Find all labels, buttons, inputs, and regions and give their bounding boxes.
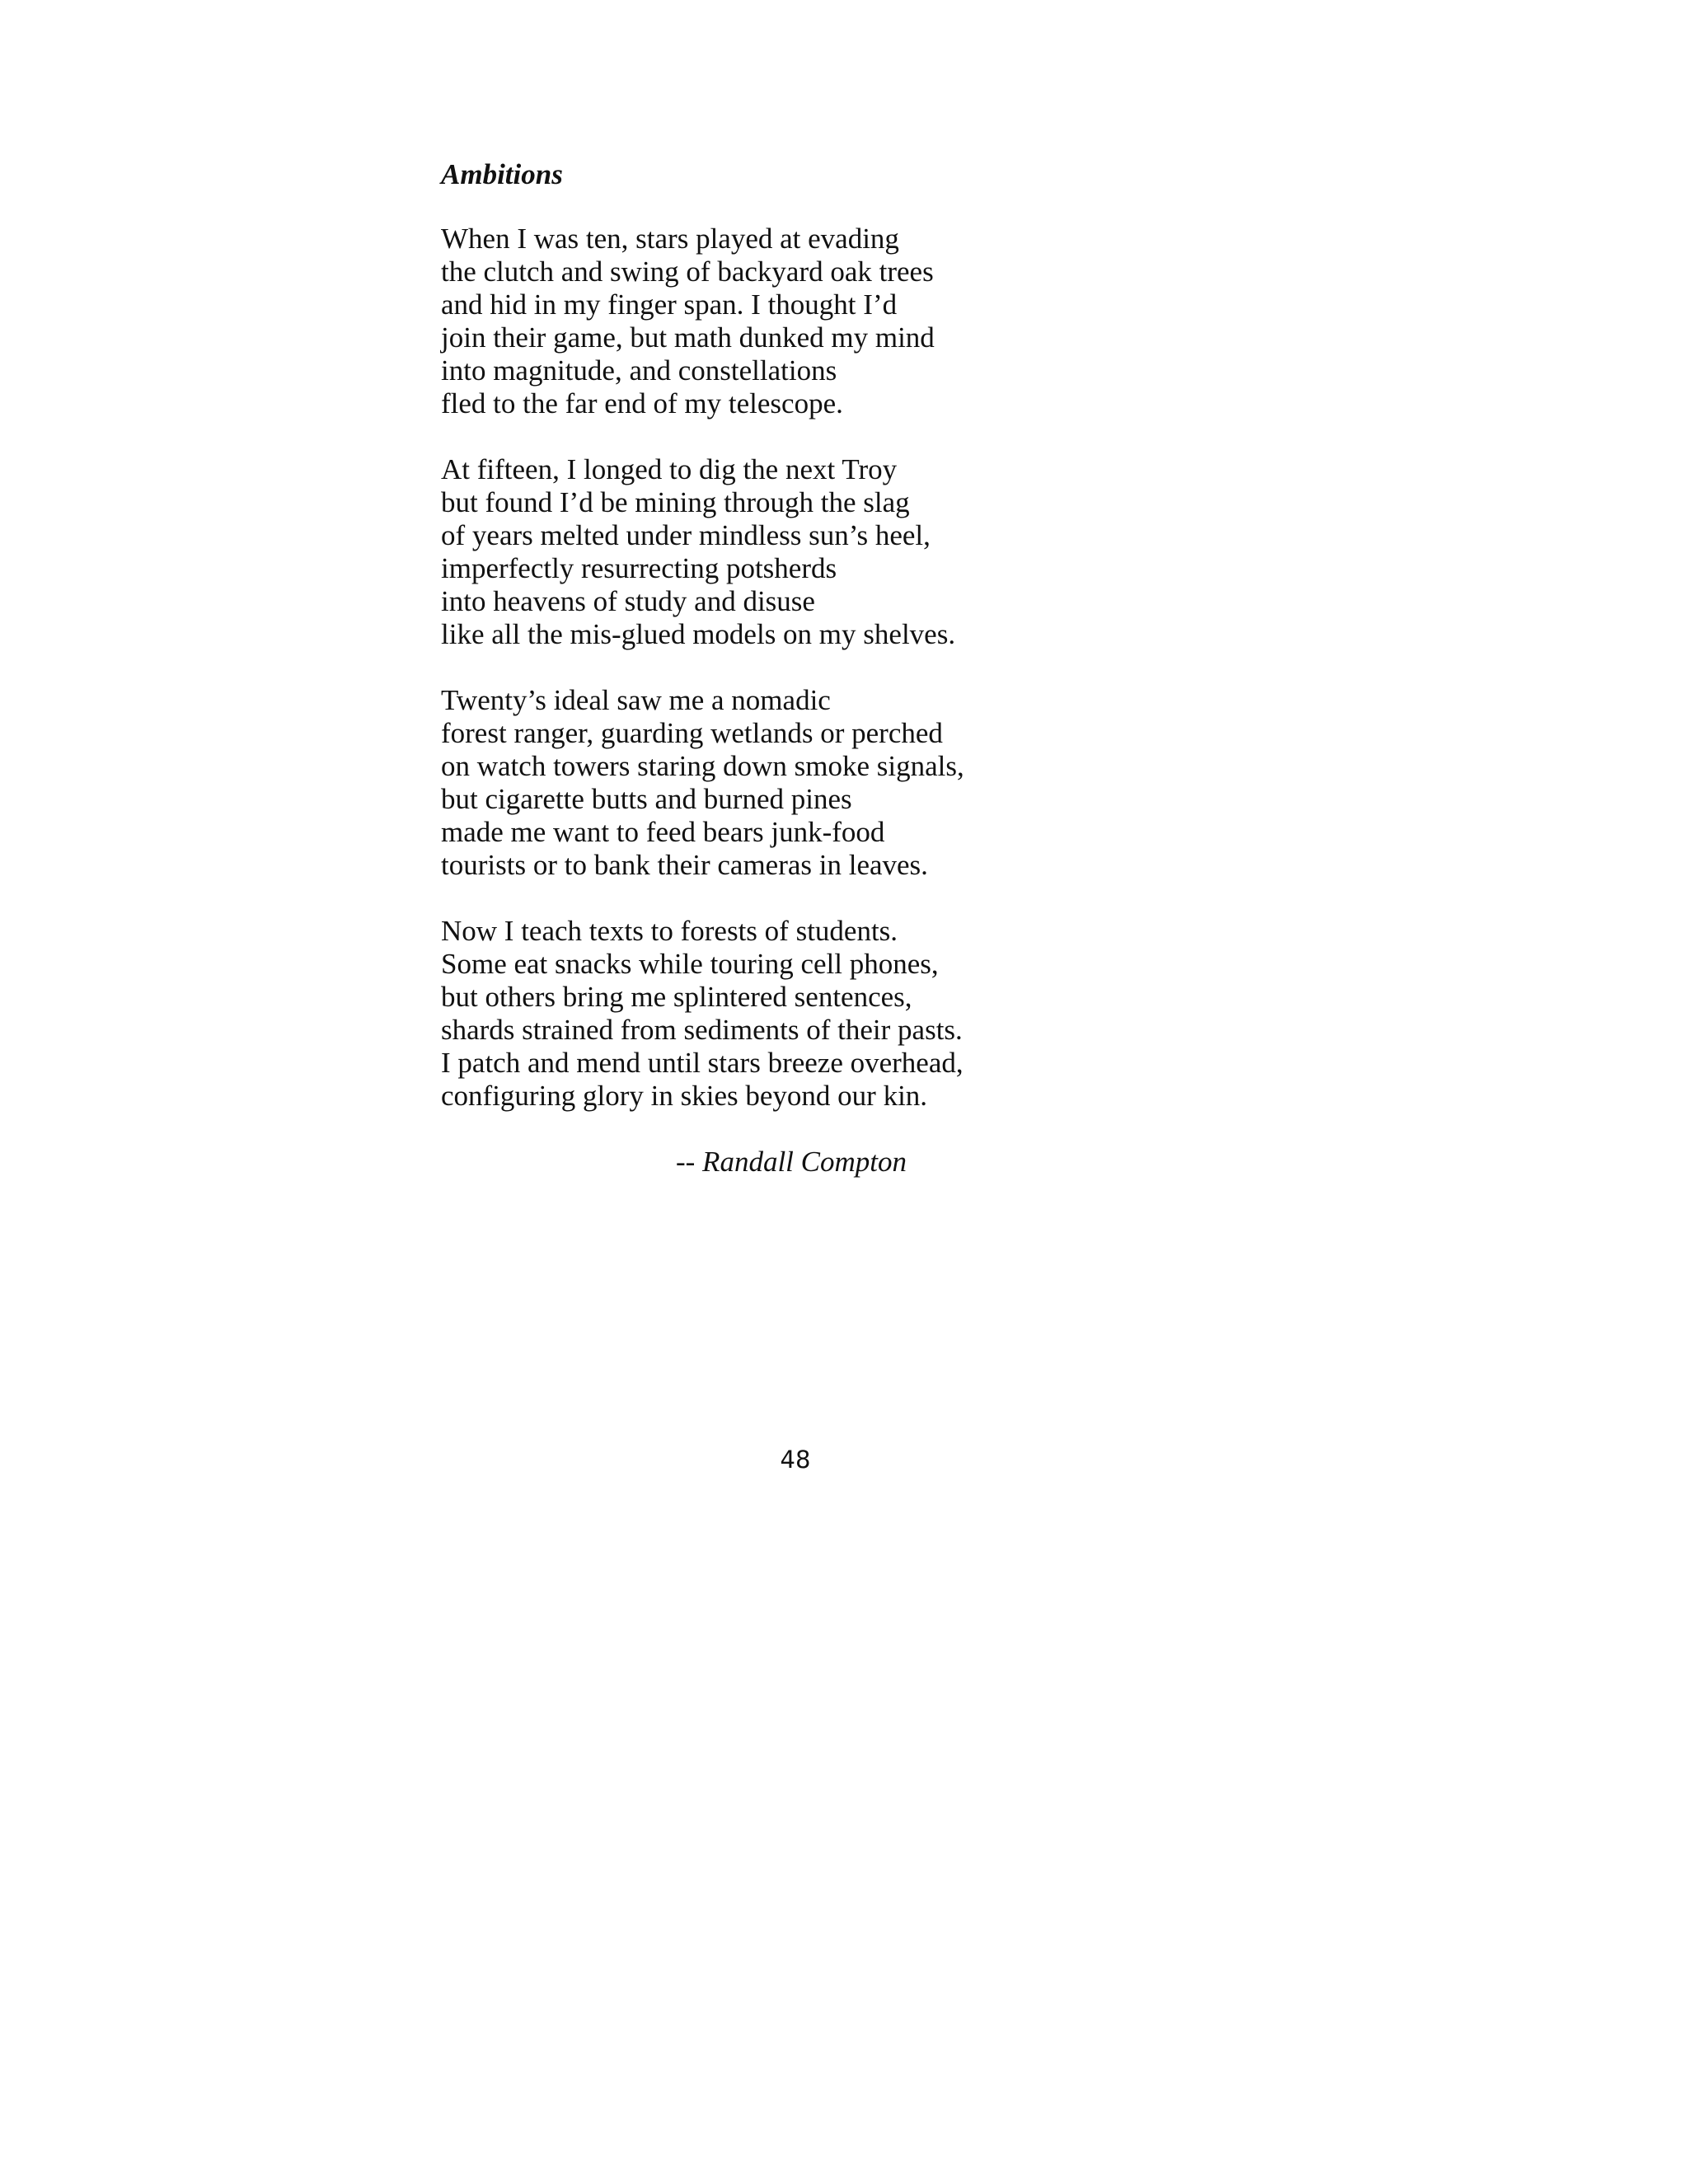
poem-line: made me want to feed bears junk-food — [441, 816, 885, 848]
stanza-2 — [441, 453, 1117, 651]
poem-line: Twenty’s ideal saw me a nomadic — [441, 684, 831, 716]
poem-line: When I was ten, stars played at evading — [441, 223, 899, 255]
poem-author: -- Randall Compton — [676, 1146, 907, 1178]
page-number: 48 — [780, 1446, 811, 1474]
poem-line: and hid in my finger span. I thought I’d — [441, 288, 898, 321]
poem-line: but cigarette butts and burned pines — [441, 783, 852, 815]
poem-line: the clutch and swing of backyard oak trees — [441, 255, 934, 288]
stanza-1 — [441, 223, 1117, 420]
poem-line: Now I teach texts to forests of students. — [441, 915, 898, 947]
poem-line: join their game, but math dunked my mind — [441, 321, 935, 354]
poem-line: forest ranger, guarding wetlands or perched — [441, 717, 943, 749]
poem-line: like all the mis-glued models on my shelves. — [441, 618, 956, 650]
poem-line: of years melted under mindless sun’s heel, — [441, 519, 931, 551]
poem-line: fled to the far end of my telescope. — [441, 387, 843, 419]
poem-line: into magnitude, and constellations — [441, 354, 837, 387]
poem-line: shards strained from sediments of their pasts. — [441, 1014, 963, 1046]
poem-line: into heavens of study and disuse — [441, 585, 815, 617]
poem-line: I patch and mend until stars breeze overhead, — [441, 1047, 964, 1079]
stanza-4 — [441, 915, 1117, 1113]
stanza-3 — [441, 684, 1117, 882]
poem-line: tourists or to bank their cameras in leaves. — [441, 849, 928, 881]
poem-title: Ambitions — [441, 158, 563, 190]
poem-line: on watch towers staring down smoke signals, — [441, 750, 964, 782]
poem-line: configuring glory in skies beyond our kin. — [441, 1080, 928, 1112]
poem-line: but others bring me splintered sentences, — [441, 981, 912, 1013]
poem-line: Some eat snacks while touring cell phones, — [441, 948, 939, 980]
poem-line: At fifteen, I longed to dig the next Troy — [441, 453, 898, 485]
poem — [441, 158, 1117, 1146]
poem-line: but found I’d be mining through the slag — [441, 486, 910, 518]
poem-line: imperfectly resurrecting potsherds — [441, 552, 837, 584]
